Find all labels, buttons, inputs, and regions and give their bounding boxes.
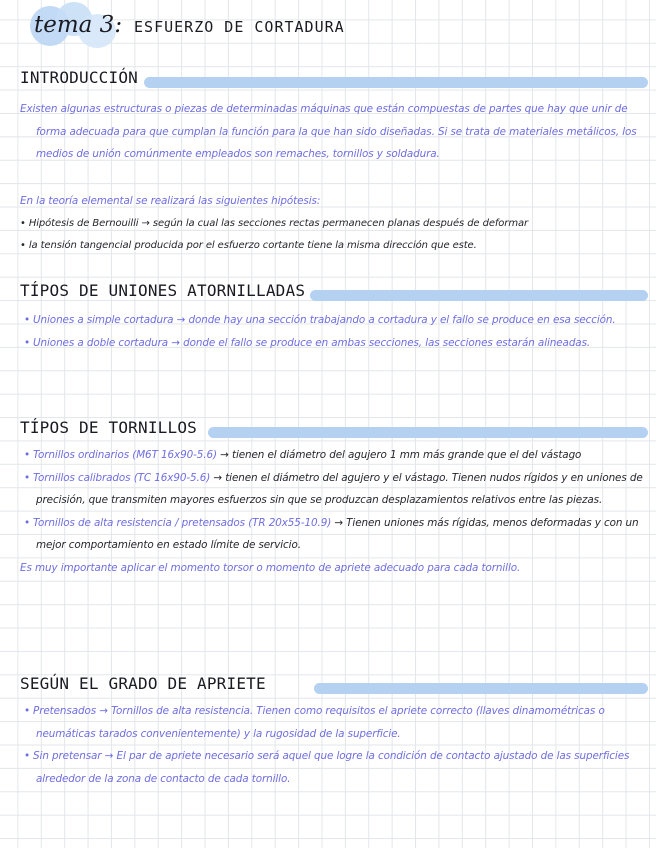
union-name: Uniones a simple cortadura xyxy=(33,314,174,326)
union-name: Uniones a doble cortadura xyxy=(33,336,169,349)
arrow-icon: → xyxy=(334,516,343,529)
tornillos-note: Es muy importante aplicar el momento torsor o momento de apriete adecuado para cada tornillo. xyxy=(20,561,521,574)
section-heading-uniones xyxy=(20,281,648,307)
intro-paragraph xyxy=(20,98,648,166)
heading-highlight-bar xyxy=(208,427,648,438)
arrow-icon: → xyxy=(213,471,222,484)
arrow-icon: → xyxy=(104,750,114,762)
tornillo-name: Tornillos de alta resistencia / pretensados (TR 20x55-10.9) xyxy=(33,516,332,529)
heading-highlight-bar xyxy=(314,683,648,694)
hypothesis-text: la tensión tangencial producida por el esfuerzo cortante tiene la misma dirección que este. xyxy=(28,240,477,251)
tornillo-name: Tornillos calibrados (TC 16x90-5.6) xyxy=(33,471,211,484)
tornillos-list xyxy=(20,444,648,579)
apriete-name: Pretensados xyxy=(33,705,97,717)
bullet-icon: • xyxy=(24,705,31,717)
bullet-icon: • xyxy=(20,240,26,251)
hypothesis-item xyxy=(20,235,648,258)
arrow-icon: → xyxy=(171,336,180,349)
apriete-item xyxy=(20,700,648,745)
tornillo-item xyxy=(20,512,648,557)
section-heading-apriete xyxy=(20,674,648,700)
tornillo-text: Tienen uniones más rígidas, menos deformadas y con un mejor comportamiento en estado límite de servicio. xyxy=(36,516,639,551)
apriete-list xyxy=(20,700,648,790)
tornillo-text: tienen el diámetro del agujero y el vástago. Tienen nudos rígidos y en uniones de precisión, que transmiten mayores esfuerzos sin que se produzcan desplazamientos relativos entre las piezas. xyxy=(36,471,643,506)
hypothesis-text: según la cual las secciones rectas permanecen planas después de deformar xyxy=(152,217,528,229)
tornillo-item xyxy=(20,444,648,467)
arrow-icon: → xyxy=(220,449,229,461)
intro-hypotheses xyxy=(20,190,648,258)
arrow-icon: → xyxy=(141,217,150,229)
bullet-icon: • xyxy=(24,314,31,326)
heading-label: TÍPOS DE UNIONES ATORNILLADAS xyxy=(20,281,306,300)
arrow-icon: → xyxy=(99,705,108,717)
tornillo-name: Tornillos ordinarios (M6T 16x90-5.6) xyxy=(33,449,217,461)
title-rest: ESFUERZO DE CORTADURA xyxy=(134,18,345,36)
bullet-icon: • xyxy=(24,471,31,484)
theory-intro: En la teoría elemental se realizará las siguientes hipótesis: xyxy=(20,195,321,207)
heading-label: SEGÚN EL GRADO DE APRIETE xyxy=(20,674,266,693)
section-heading-introduccion xyxy=(20,68,648,94)
bullet-icon: • xyxy=(24,750,31,762)
heading-highlight-bar xyxy=(144,77,648,88)
heading-label: INTRODUCCIÓN xyxy=(20,68,138,87)
bullet-icon: • xyxy=(20,217,26,229)
apriete-name: Sin pretensar xyxy=(33,750,102,762)
page-title xyxy=(34,12,345,38)
bullet-icon: • xyxy=(24,449,31,461)
apriete-text: Tornillos de alta resistencia. Tienen como requisitos el apriete correcto (llaves dinamométricas o neumáticas tarados convenientemente) y la rugosidad de la superficie. xyxy=(36,705,605,740)
union-text: donde el fallo se produce en ambas secciones, las secciones estarán alineadas. xyxy=(183,336,591,349)
apriete-text: El par de apriete necesario será aquel que logre la condición de contacto ajustado de las superficies alrededor de la zona de contacto de cada tornillo. xyxy=(36,750,630,785)
apriete-item xyxy=(20,745,648,790)
heading-label: TÍPOS DE TORNILLOS xyxy=(20,418,197,437)
uniones-list xyxy=(20,309,648,354)
hypothesis-item xyxy=(20,213,656,236)
bullet-icon: • xyxy=(24,516,31,529)
intro-text: Existen algunas estructuras o piezas de determinadas máquinas que están compuestas de partes que hay que unir de forma adecuada para que cumplan la función para la que han sido diseñadas. Si se trata de materiales metálicos, los medios de unión comúnmente empleados son remaches, tornillos y soldadura. xyxy=(20,103,637,160)
union-text: donde hay una sección trabajando a cortadura y el fallo se produce en esa sección. xyxy=(188,314,616,326)
section-heading-tornillos xyxy=(20,418,648,444)
bullet-icon: • xyxy=(24,336,31,349)
tornillo-item xyxy=(20,467,648,512)
tornillo-text: tienen el diámetro del agujero 1 mm más grande que el del vástago xyxy=(231,449,582,461)
union-item xyxy=(20,332,648,355)
arrow-icon: → xyxy=(176,314,186,326)
heading-highlight-bar xyxy=(310,290,648,301)
union-item xyxy=(20,309,648,332)
hypothesis-name: Hipótesis de Bernouilli xyxy=(28,217,139,229)
title-prefix: tema 3: xyxy=(34,12,123,38)
